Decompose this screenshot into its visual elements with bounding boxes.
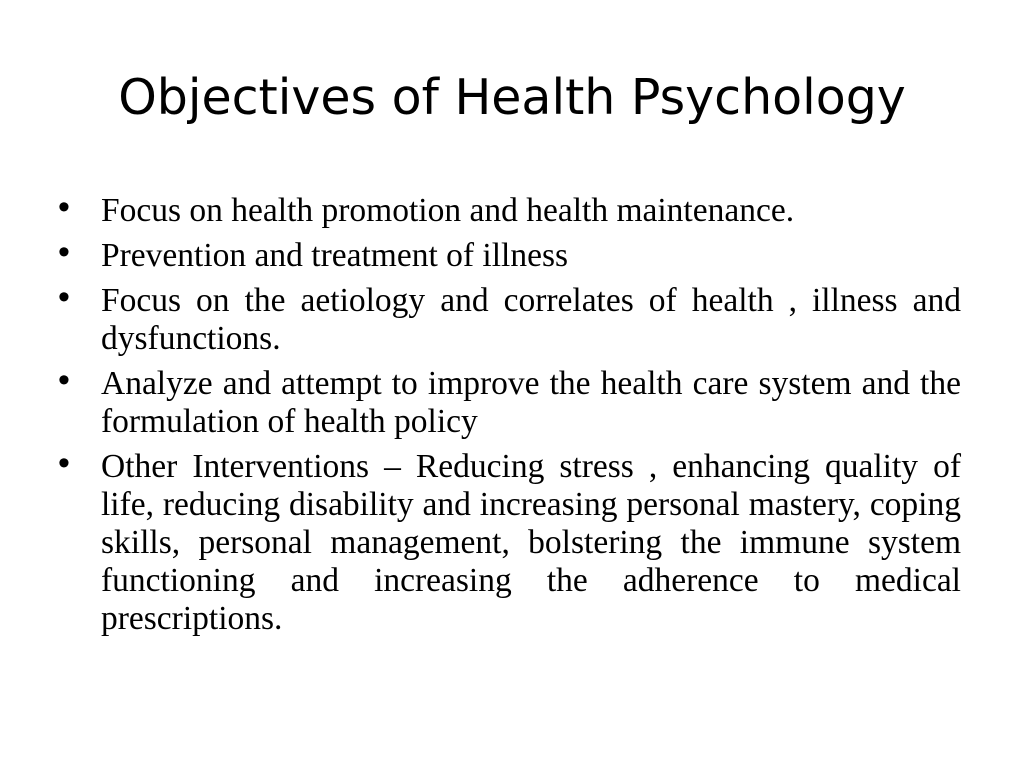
bullet-text: Other Interventions – Reducing stress , enhancing quality of life, reducing disability and increasing personal mastery, coping skills, personal management, bolstering the immune system functioning and increasing the adherence to medical prescriptions. bbox=[101, 448, 961, 637]
bullet-icon: • bbox=[58, 444, 70, 482]
bullet-item bbox=[58, 188, 961, 230]
bullet-text: Prevention and treatment of illness bbox=[101, 237, 569, 274]
bullet-item bbox=[58, 233, 961, 275]
bullet-text: Analyze and attempt to improve the health care system and the formulation of health policy bbox=[101, 365, 961, 440]
bullet-icon: • bbox=[58, 361, 70, 399]
bullet-text: Focus on the aetiology and correlates of health , illness and dysfunctions. bbox=[101, 282, 961, 357]
bullet-icon: • bbox=[58, 188, 70, 226]
bullet-text: Focus on health promotion and health maintenance. bbox=[101, 192, 795, 229]
bullet-item bbox=[58, 361, 961, 441]
bullet-item bbox=[58, 278, 961, 358]
slide-title: Objectives of Health Psychology bbox=[118, 69, 906, 126]
bullet-item bbox=[58, 444, 961, 638]
bullet-icon: • bbox=[58, 278, 70, 316]
bullet-list bbox=[58, 188, 961, 645]
bullet-icon: • bbox=[58, 233, 70, 271]
